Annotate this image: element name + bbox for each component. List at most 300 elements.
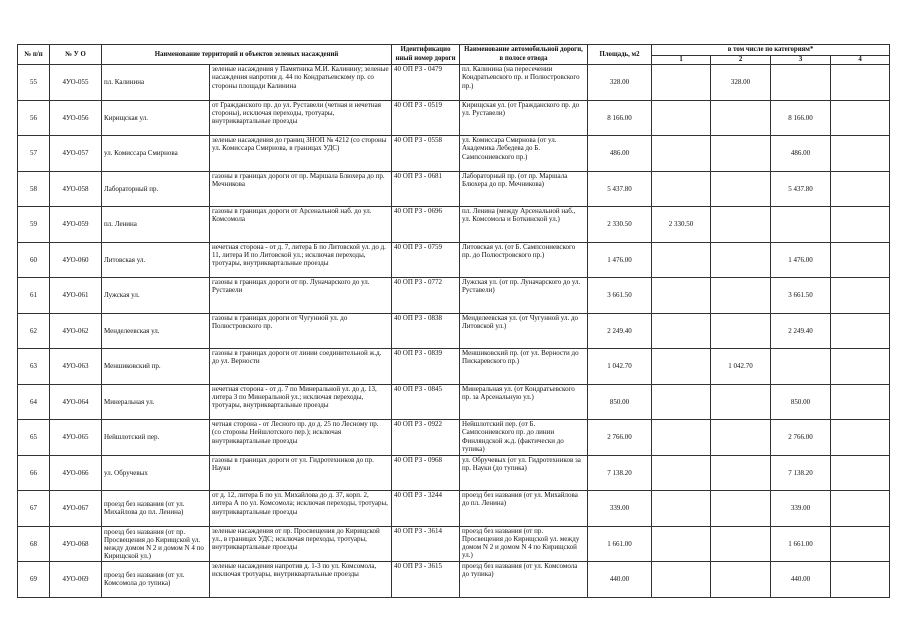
category-2-value <box>711 313 771 349</box>
category-3-value <box>771 384 831 420</box>
territory-name-text: проезд без названия (от пр. Просвещения до Кирищской ул. между домом N 2 и домом N 4 по Кирищской ул.) <box>104 527 204 561</box>
area-value-text: 3 661.50 <box>607 291 632 300</box>
uo-code <box>50 562 102 598</box>
area-value-text: 2 249.40 <box>607 326 632 335</box>
category-3-value <box>771 562 831 598</box>
area-value <box>588 136 652 172</box>
table-row <box>18 526 890 562</box>
territory-name <box>102 455 210 491</box>
road-id-text: 40 ОП РЗ - 0558 <box>394 136 442 145</box>
row-number <box>18 455 50 491</box>
row-number-text: 58 <box>30 184 37 193</box>
road-name-text: ул. Комиссара Смирнова (от ул. Академика Лебедева до Б. Сампсониевского пр.) <box>462 136 557 161</box>
row-number <box>18 278 50 314</box>
object-description-text: четная сторона - от Лесного пр. до д. 25 по Лесному пр. (со стороны Нейшлотского пер.); исключая внутриквартальные проезды <box>212 420 379 445</box>
road-name-text: проезд без названия (от ул. Михайлова до пл. Ленина) <box>462 491 578 508</box>
road-name-text: Литовская ул. (от Б. Сампсониевского пр. до Полюстровского пр.) <box>462 242 576 259</box>
category-2-value <box>711 100 771 136</box>
road-id <box>392 65 460 101</box>
table-row <box>18 313 890 349</box>
area-value <box>588 65 652 101</box>
road-name <box>460 420 588 456</box>
category-1-value <box>652 349 711 385</box>
category-3-value <box>771 526 831 562</box>
territory-name <box>102 65 210 101</box>
category-2-value <box>711 491 771 527</box>
category-4-value <box>831 526 890 562</box>
territory-name <box>102 420 210 456</box>
category-3-value-text: 2 766.00 <box>788 433 813 442</box>
road-id <box>392 455 460 491</box>
object-description-text: нечетная сторона - от д. 7 по Минеральной ул. до д. 13, литера З по Минеральной ул.; исключая переходы, тротуары, внутриквартальные проезды <box>212 384 377 410</box>
row-number <box>18 491 50 527</box>
row-number <box>18 171 50 207</box>
table-row <box>18 207 890 243</box>
territory-name-text: Лужская ул. <box>104 291 140 300</box>
road-name <box>460 491 588 527</box>
category-1-value <box>652 455 711 491</box>
category-1-value <box>652 100 711 136</box>
area-value-text: 1 042.70 <box>607 362 632 371</box>
document-sheet <box>17 44 889 598</box>
object-description-text: от Гражданского пр. до ул. Руставели (четная и нечетная стороны), исключая переходы, тротуары, внутриквартальные проезды <box>212 100 381 126</box>
road-name-text: Лужская ул. (от пр. Луначарского до ул. Руставели) <box>462 278 581 295</box>
category-3-value <box>771 207 831 243</box>
road-id-text: 40 ОП РЗ - 3615 <box>394 562 442 571</box>
uo-code <box>50 455 102 491</box>
table-row <box>18 65 890 101</box>
territory-name <box>102 242 210 278</box>
uo-code-text: 4УО-064 <box>62 397 89 406</box>
road-id <box>392 136 460 172</box>
category-2-value <box>711 420 771 456</box>
category-1-value <box>652 278 711 314</box>
road-id-text: 40 ОП РЗ - 0772 <box>394 278 442 287</box>
area-value-text: 5 437.80 <box>607 184 632 193</box>
category-4-value <box>831 100 890 136</box>
category-2-value <box>711 171 771 207</box>
object-description-text: газоны в границах дороги от Чугунной ул. до Полюстровского пр. <box>212 313 348 330</box>
area-value-text: 8 166.00 <box>607 113 632 122</box>
category-2-value-text: 328.00 <box>730 78 751 87</box>
object-description <box>210 207 392 243</box>
area-value <box>588 171 652 207</box>
uo-code <box>50 242 102 278</box>
uo-code-text: 4УО-067 <box>62 504 89 513</box>
object-description-text: зеленые насаждения от пр. Просвещения до Кирищской ул., в границах УДС; исключая переходы, тротуары, внутриквартальные проезды <box>212 526 380 552</box>
area-value <box>588 562 652 598</box>
category-3-value-text: 1 476.00 <box>788 255 813 264</box>
area-value-text: 339.00 <box>609 504 630 513</box>
territory-name-text: Кирищская ул. <box>104 113 148 122</box>
object-description <box>210 455 392 491</box>
road-name-text: Нейшлотский пер. (от Б. Сампсониевского пр. до линии Финляндской ж.д. (фактически до тупика) <box>462 420 564 453</box>
road-id <box>392 420 460 456</box>
uo-code <box>50 349 102 385</box>
row-number <box>18 136 50 172</box>
object-description-text: нечетная сторона - от д. 7, литера Б по Литовской ул. до д. 11, литера И по Литовской ул.; исключая переходы, тротуары, внутриквартальные проезды <box>212 242 386 268</box>
object-description-text: газоны в границах дороги от пр. Маршала Блюхера до пр. Мечникова <box>212 171 385 188</box>
territory-name-text: Нейшлотский пер. <box>104 433 160 442</box>
object-description <box>210 136 392 172</box>
object-description <box>210 562 392 598</box>
uo-code-text: 4УО-063 <box>62 362 89 371</box>
uo-code <box>50 491 102 527</box>
uo-code-text: 4УО-065 <box>62 433 89 442</box>
uo-code-text: 4УО-060 <box>62 255 89 264</box>
category-3-value-text: 339.00 <box>790 504 811 513</box>
area-value <box>588 491 652 527</box>
row-number-text: 67 <box>30 504 37 513</box>
road-id-text: 40 ОП РЗ - 3614 <box>394 526 442 535</box>
territory-name <box>102 349 210 385</box>
area-value <box>588 455 652 491</box>
header-category-3: 3 <box>771 56 831 65</box>
road-name-text: Минеральная ул. (от Кондратьевского пр. за Арсенальную ул.) <box>462 384 575 401</box>
header-name: Наименование территорий и объектов зеленых насаждений <box>102 45 392 65</box>
category-1-value <box>652 171 711 207</box>
object-description-text: газоны в границах дороги от пр. Луначарского до ул. Руставели <box>212 278 370 295</box>
object-description <box>210 526 392 562</box>
uo-code-text: 4УО-056 <box>62 113 89 122</box>
area-value <box>588 384 652 420</box>
territory-name-text: ул. Обручевых <box>104 468 148 477</box>
road-name-text: пл. Ленина (между Арсенальной наб., ул. Комсомола и Боткинской ул.) <box>462 207 576 224</box>
row-number-text: 55 <box>30 78 37 87</box>
territory-name <box>102 100 210 136</box>
row-number <box>18 100 50 136</box>
category-4-value <box>831 384 890 420</box>
object-description <box>210 384 392 420</box>
category-3-value <box>771 136 831 172</box>
table-row <box>18 491 890 527</box>
row-number-text: 69 <box>30 575 37 584</box>
area-value-text: 486.00 <box>609 149 630 158</box>
object-description-text: зеленые насаждения до границ ЗНОП № 4212 (со стороны ул. Комиссара Смирнова, в границах УДС) <box>212 136 387 153</box>
row-number-text: 65 <box>30 433 37 442</box>
header-row <box>18 45 890 56</box>
category-1-value <box>652 562 711 598</box>
category-1-value <box>652 242 711 278</box>
area-value <box>588 349 652 385</box>
category-1-value <box>652 491 711 527</box>
road-name-text: ул. Обручевых (от ул. Гидротехников за пр. Науки (до тупика) <box>462 455 581 472</box>
area-value-text: 440.00 <box>609 575 630 584</box>
object-description <box>210 278 392 314</box>
territory-name <box>102 171 210 207</box>
category-2-value <box>711 65 771 101</box>
green-areas-table <box>17 44 890 598</box>
uo-code-text: 4УО-058 <box>62 184 89 193</box>
territory-name-text: пл. Ленина <box>104 220 137 229</box>
territory-name-text: Минеральная ул. <box>104 397 155 406</box>
road-id <box>392 491 460 527</box>
uo-code <box>50 207 102 243</box>
category-3-value-text: 3 661.50 <box>788 291 813 300</box>
header-category-2: 2 <box>711 56 771 65</box>
road-name <box>460 65 588 101</box>
category-4-value <box>831 313 890 349</box>
road-name-text: проезд без названия (от пр. Просвещения до Кирищской ул. между домом N 2 и домом N 4 по Кирищской ул.) <box>462 526 580 560</box>
row-number <box>18 207 50 243</box>
row-number <box>18 420 50 456</box>
area-value <box>588 207 652 243</box>
object-description <box>210 100 392 136</box>
object-description-text: от д. 12, литера Б по ул. Михайлова до д. 37, корп. 2, литера А по ул. Комсомола; исключая переходы, тротуары, внутриквартальные проезды <box>212 491 388 516</box>
category-3-value-text: 850.00 <box>790 397 811 406</box>
road-id <box>392 526 460 562</box>
category-2-value <box>711 384 771 420</box>
road-name-text: пл. Калинина (на пересечении Кондратьевского пр. и Полюстровского пр.) <box>462 65 580 90</box>
territory-name <box>102 136 210 172</box>
territory-name-text: Лабораторный пр. <box>104 184 159 193</box>
row-number-text: 57 <box>30 149 37 158</box>
area-value <box>588 278 652 314</box>
table-row <box>18 455 890 491</box>
row-number <box>18 242 50 278</box>
uo-code <box>50 384 102 420</box>
area-value-text: 1 476.00 <box>607 255 632 264</box>
row-number-text: 59 <box>30 220 37 229</box>
territory-name-text: ул. Комиссара Смирнова <box>104 149 178 158</box>
row-number-text: 68 <box>30 539 37 548</box>
category-3-value-text: 1 661.00 <box>788 539 813 548</box>
road-id <box>392 384 460 420</box>
category-1-value <box>652 384 711 420</box>
road-name <box>460 313 588 349</box>
territory-name <box>102 491 210 527</box>
road-id <box>392 562 460 598</box>
category-3-value <box>771 171 831 207</box>
territory-name <box>102 313 210 349</box>
territory-name-text: проезд без названия (от ул. Михайлова до пл. Ленина) <box>104 500 185 517</box>
row-number <box>18 526 50 562</box>
uo-code-text: 4УО-062 <box>62 326 89 335</box>
object-description <box>210 242 392 278</box>
table-body <box>18 65 890 598</box>
category-3-value <box>771 65 831 101</box>
road-id <box>392 242 460 278</box>
row-number <box>18 313 50 349</box>
row-number-text: 64 <box>30 397 37 406</box>
table-row <box>18 100 890 136</box>
road-id-text: 40 ОП РЗ - 0681 <box>394 171 442 180</box>
road-name-text: проезд без названия (от ул. Комсомола до тупика) <box>462 562 578 579</box>
road-id-text: 40 ОП РЗ - 0519 <box>394 100 442 109</box>
territory-name-text: пл. Калинина <box>104 78 145 87</box>
category-1-value <box>652 313 711 349</box>
road-name <box>460 349 588 385</box>
category-4-value <box>831 242 890 278</box>
road-name-text: Менделеевская ул. (от Чугунной ул. до Литовской ул.) <box>462 313 579 330</box>
row-number-text: 62 <box>30 326 37 335</box>
category-4-value <box>831 420 890 456</box>
table-row <box>18 562 890 598</box>
uo-code-text: 4УО-068 <box>62 539 89 548</box>
object-description-text: газоны в границах дороги от линии соединительной ж.д. до ул. Верности <box>212 349 382 366</box>
row-number <box>18 384 50 420</box>
area-value <box>588 242 652 278</box>
category-1-value <box>652 136 711 172</box>
territory-name <box>102 526 210 562</box>
road-name <box>460 171 588 207</box>
road-id <box>392 100 460 136</box>
table-row <box>18 171 890 207</box>
road-name <box>460 207 588 243</box>
uo-code <box>50 526 102 562</box>
category-2-value <box>711 526 771 562</box>
header-category-group: в том числе по категориям* <box>652 45 890 56</box>
category-4-value <box>831 562 890 598</box>
table-row <box>18 349 890 385</box>
road-id <box>392 278 460 314</box>
row-number <box>18 349 50 385</box>
uo-code-text: 4УО-055 <box>62 78 89 87</box>
category-1-value <box>652 526 711 562</box>
territory-name-text: Меншиковский пр. <box>104 362 161 371</box>
row-number-text: 63 <box>30 362 37 371</box>
territory-name <box>102 562 210 598</box>
uo-code-text: 4УО-066 <box>62 468 89 477</box>
category-4-value <box>831 349 890 385</box>
road-id-text: 40 ОП РЗ - 0839 <box>394 349 442 358</box>
category-2-value-text: 1 042.70 <box>728 362 753 371</box>
area-value-text: 328.00 <box>609 78 630 87</box>
category-1-value <box>652 420 711 456</box>
uo-code <box>50 65 102 101</box>
table-row <box>18 420 890 456</box>
category-4-value <box>831 278 890 314</box>
area-value-text: 2 330.50 <box>607 220 632 229</box>
row-number-text: 66 <box>30 468 37 477</box>
category-3-value <box>771 455 831 491</box>
category-3-value <box>771 242 831 278</box>
road-name <box>460 526 588 562</box>
category-3-value-text: 440.00 <box>790 575 811 584</box>
road-id <box>392 171 460 207</box>
table-row <box>18 242 890 278</box>
category-2-value <box>711 278 771 314</box>
area-value-text: 850.00 <box>609 397 630 406</box>
category-3-value-text: 7 138.20 <box>788 468 813 477</box>
table-row <box>18 136 890 172</box>
header-road-name: Наименование автомобильной дороги, в полосе отвода <box>460 45 588 65</box>
territory-name-text: проезд без названия (от ул. Комсомола до тупика) <box>104 571 185 588</box>
road-name <box>460 242 588 278</box>
road-id-text: 40 ОП РЗ - 0845 <box>394 384 442 393</box>
uo-code <box>50 136 102 172</box>
object-description <box>210 491 392 527</box>
object-description <box>210 313 392 349</box>
category-4-value <box>831 491 890 527</box>
category-3-value-text: 486.00 <box>790 149 811 158</box>
area-value <box>588 526 652 562</box>
territory-name <box>102 384 210 420</box>
road-id <box>392 313 460 349</box>
uo-code <box>50 171 102 207</box>
territory-name <box>102 207 210 243</box>
object-description-text: газоны в границах дороги от ул. Гидротехников до пр. Науки <box>212 455 374 472</box>
object-description-text: газоны в границах дороги от Арсенальной наб. до ул. Комсомола <box>212 207 372 224</box>
road-name <box>460 278 588 314</box>
category-4-value <box>831 136 890 172</box>
category-3-value <box>771 420 831 456</box>
uo-code <box>50 100 102 136</box>
uo-code <box>50 278 102 314</box>
category-4-value <box>831 455 890 491</box>
category-4-value <box>831 207 890 243</box>
road-name-text: Кирищская ул. (от Гражданского пр. до ул. Руставели) <box>462 100 580 117</box>
road-id <box>392 207 460 243</box>
uo-code <box>50 313 102 349</box>
object-description <box>210 420 392 456</box>
category-3-value-text: 2 249.40 <box>788 326 813 335</box>
uo-code-text: 4УО-069 <box>62 575 89 584</box>
road-id-text: 40 ОП РЗ - 0968 <box>394 455 442 464</box>
area-value <box>588 313 652 349</box>
category-4-value <box>831 171 890 207</box>
table-row <box>18 278 890 314</box>
category-3-value <box>771 100 831 136</box>
category-2-value <box>711 242 771 278</box>
uo-code-text: 4УО-057 <box>62 149 89 158</box>
area-value <box>588 100 652 136</box>
area-value-text: 2 766.00 <box>607 433 632 442</box>
category-3-value <box>771 278 831 314</box>
road-id-text: 40 ОП РЗ - 0696 <box>394 207 442 216</box>
uo-code-text: 4УО-059 <box>62 220 89 229</box>
category-2-value <box>711 136 771 172</box>
category-1-value <box>652 207 711 243</box>
header-area: Площадь, м2 <box>588 45 652 65</box>
road-name <box>460 455 588 491</box>
category-2-value <box>711 562 771 598</box>
category-2-value <box>711 207 771 243</box>
header-category-4: 4 <box>831 56 890 65</box>
header-category-1: 1 <box>652 56 711 65</box>
road-name <box>460 100 588 136</box>
category-3-value <box>771 349 831 385</box>
category-2-value <box>711 349 771 385</box>
row-number <box>18 65 50 101</box>
row-number-text: 61 <box>30 291 37 300</box>
road-id-text: 40 ОП РЗ - 0479 <box>394 65 442 74</box>
territory-name-text: Литовская ул. <box>104 255 146 264</box>
area-value-text: 1 661.00 <box>607 539 632 548</box>
road-name-text: Лабораторный пр. (от пр. Маршала Блюхера до пр. Мечникова) <box>462 171 568 188</box>
uo-code <box>50 420 102 456</box>
territory-name <box>102 278 210 314</box>
road-id <box>392 349 460 385</box>
row-number-text: 60 <box>30 255 37 264</box>
category-3-value <box>771 491 831 527</box>
row-number <box>18 562 50 598</box>
road-id-text: 40 ОП РЗ - 0922 <box>394 420 442 429</box>
road-name <box>460 562 588 598</box>
area-value <box>588 420 652 456</box>
header-uo: № У О <box>50 45 102 65</box>
category-3-value-text: 8 166.00 <box>788 113 813 122</box>
category-3-value-text: 5 437.80 <box>788 184 813 193</box>
header-id-number: Идентификацио нный номер дороги <box>392 45 460 65</box>
row-number-text: 56 <box>30 113 37 122</box>
road-name <box>460 384 588 420</box>
road-name <box>460 136 588 172</box>
uo-code-text: 4УО-061 <box>62 291 89 300</box>
category-1-value-text: 2 330.50 <box>668 220 694 229</box>
object-description <box>210 349 392 385</box>
category-1-value <box>652 65 711 101</box>
